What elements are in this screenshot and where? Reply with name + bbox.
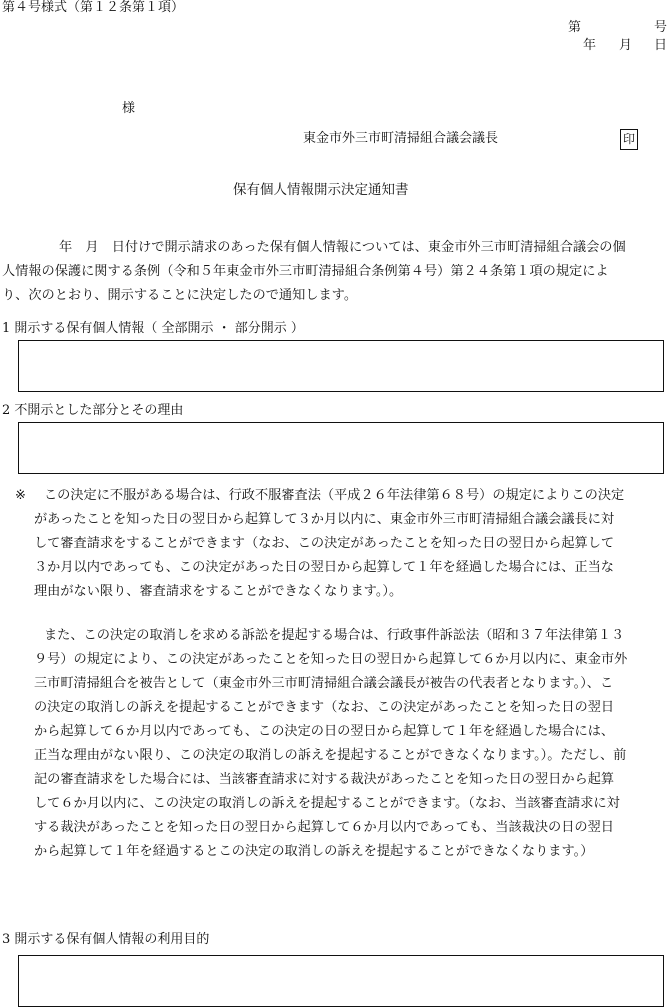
note2-paragraph xyxy=(34,624,668,864)
section2-label: 2 不開示とした部分とその理由 xyxy=(2,403,184,418)
number-dai: 第 xyxy=(568,20,582,35)
note-line: この決定に不服がある場合は、行政不服審査法（平成２６年法律第６８号）の規定によりこの決定 xyxy=(44,488,625,503)
note2-line: 三市町清掃組合を被告として（東金市外三市町清掃組合議会議長が被告の代表者となります。）、こ xyxy=(34,676,614,691)
note-line: があったことを知った日の翌日から起算して３か月以内に、東金市外三市町清掃組合議会議長に対 xyxy=(34,512,615,527)
note-paragraph xyxy=(34,484,668,604)
addressee-suffix: 様 xyxy=(122,101,136,116)
note2-line: して６か月以内に、この決定の取消しの訴えを提起することができます。（なお、当該審査請求に対 xyxy=(34,796,620,811)
body-paragraph xyxy=(2,236,668,308)
section3-label: 3 開示する保有個人情報の利用目的 xyxy=(2,932,210,947)
date-year: 年 xyxy=(583,38,597,53)
section3-input-box[interactable] xyxy=(18,955,664,1007)
note-line: して審査請求をすることができます（なお、この決定があったことを知った日の翌日から起算して xyxy=(34,536,615,551)
document-title: 保有個人情報開示決定通知書 xyxy=(233,182,409,198)
section1-input-box[interactable] xyxy=(18,340,664,392)
note-mark: ※ xyxy=(15,488,27,503)
note2-line: 記の審査請求をした場合には、当該審査請求に対する裁決があったことを知った日の翌日から起算 xyxy=(34,772,615,787)
section2-input-box[interactable] xyxy=(18,422,664,474)
note2-line: 正当な理由がない限り、この決定の取消しの訴えを提起することができなくなります。）。ただし、前 xyxy=(34,748,627,763)
body-line: 年 月 日付けで開示請求のあった保有個人情報については、東金市外三市町清掃組合議会の個 xyxy=(59,240,626,255)
note2-line: から起算して６か月以内であっても、この決定の日の翌日から起算して１年を経過した場合には、 xyxy=(34,724,615,739)
seal-stamp: 印 xyxy=(620,129,638,150)
note-line: ３か月以内であっても、この決定があった日の翌日から起算して１年を経過した場合には、正当な xyxy=(34,560,614,575)
note2-line: また、この決定の取消しを求める訴訟を提起する場合は、行政事件訴訟法（昭和３７年法律第１３ xyxy=(44,628,625,643)
note2-line: する裁決があったことを知った日の翌日から起算して６か月以内であっても、当該裁決の日の翌日 xyxy=(34,820,614,835)
note2-line: ９号）の規定により、この決定があったことを知った日の翌日から起算して６か月以内に、東金市外 xyxy=(34,652,628,667)
body-line: り、次のとおり、開示することに決定したので通知します。 xyxy=(2,288,358,303)
note2-line: の決定の取消しの訴えを提起することができます（なお、この決定があったことを知った日の翌日 xyxy=(34,700,615,715)
date-day: 日 xyxy=(654,38,668,53)
note-line: 理由がない限り、審査請求をすることができなくなります。）。 xyxy=(34,584,403,599)
sender-name: 東金市外三市町清掃組合議会議長 xyxy=(303,131,499,146)
form-id: 第４号様式（第１２条第１項） xyxy=(2,0,185,15)
section1-label: 1 開示する保有個人情報（ 全部開示 ・ 部分開示 ） xyxy=(2,321,304,336)
number-go: 号 xyxy=(654,20,668,35)
body-line: 人情報の保護に関する条例（令和５年東金市外三市町清掃組合条例第４号）第２４条第１項の規定によ xyxy=(2,264,609,279)
date-month: 月 xyxy=(619,38,633,53)
note2-line: から起算して１年を経過するとこの決定の取消しの訴えを提起することができなくなります。） xyxy=(34,844,594,859)
